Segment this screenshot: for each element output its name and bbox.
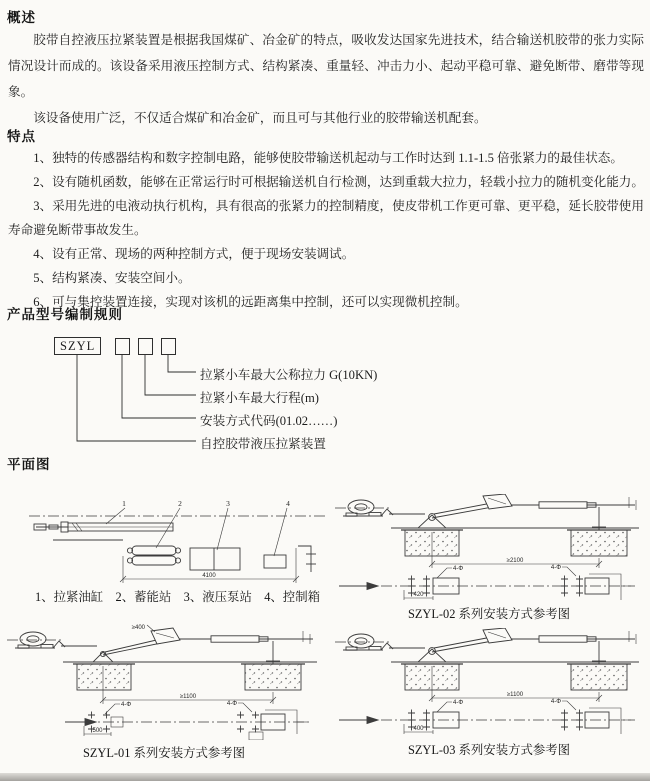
szyl-03-drawing (333, 628, 645, 738)
callout-4: 4 (286, 499, 290, 508)
szyl-02-drawing (333, 494, 645, 604)
model-code-box (138, 338, 153, 355)
model-label-rated-pull: 拉紧小车最大公称拉力 G(10KN) (200, 368, 378, 382)
overview-text (8, 27, 644, 131)
layout-dimension: 4100 (202, 573, 216, 579)
szyl03-bolt-dimension: 400 (413, 726, 424, 732)
overview-paragraph: 该设备使用广泛，不仅适合煤矿和冶金矿，而且可与其他行业的胶带输送机配套。 (33, 111, 487, 125)
callout-3: 3 (226, 499, 230, 508)
feature-item: 6、可与集控装置连接，实现对该机的远距离集中控制，还可以实现微机控制。 (33, 295, 468, 309)
plan-view (339, 701, 635, 734)
szyl03-hole-label-right: 4-Φ (550, 699, 561, 705)
layout-caption: 1、拉紧油缸 2、蓄能站 3、液压泵站 4、控制箱 (35, 590, 320, 604)
szyl03-main-dimension: ≥1100 (506, 692, 524, 698)
model-prefix-box: SZYL (54, 337, 101, 355)
overview-heading: 概述 (7, 10, 36, 26)
elevation-view (7, 625, 317, 704)
elevation-view (335, 628, 639, 702)
plan-view (339, 567, 635, 600)
szyl01-bolt-dimension: 500 (92, 728, 103, 734)
szyl02-caption: SZYL-02 系列安装方式参考图 (407, 607, 571, 621)
model-label-device-name: 自控胶带液压拉紧装置 (200, 437, 326, 451)
feature-item: 5、结构紧凑、安装空间小。 (33, 271, 191, 285)
callout-1: 1 (122, 499, 126, 508)
layout-geometry (29, 508, 328, 583)
szyl02-bolt-dimension: 420 (413, 592, 424, 598)
feature-item: 3、采用先进的电液动执行机构，具有很高的张紧力的控制精度，使皮带机工作更可靠、更平稳，延长胶带使用寿命避免断带事故发生。 (8, 199, 644, 237)
feature-item: 1、独特的传感器结构和数字控制电路，能够使胶带输送机起动与工作时达到 1.1-1.5 倍张紧力的最佳状态。 (33, 151, 623, 165)
szyl01-caption: SZYL-01 系列安装方式参考图 (82, 746, 246, 760)
szyl02-hole-label-right: 4-Φ (550, 565, 561, 571)
model-label-install-code: 安装方式代码(01.02……) (200, 414, 338, 428)
feature-item: 2、设有随机函数，能够在正常运行时可根据输送机自行检测，达到重载大拉力，轻载小拉力的随机变化能力。 (33, 175, 644, 189)
szyl01-main-dimension: ≥1100 (179, 694, 197, 700)
model-rule-heading: 产品型号编制规则 (7, 307, 123, 323)
model-code-box (161, 338, 176, 355)
feature-item: 4、设有正常、现场的两种控制方式，便于现场安装调试。 (33, 247, 355, 261)
szyl01-hole-label-left: 4-Φ (121, 702, 132, 708)
features-heading: 特点 (7, 129, 36, 145)
szyl03-caption: SZYL-03 系列安装方式参考图 (407, 743, 571, 757)
model-label-max-travel: 拉紧小车最大行程(m) (200, 391, 319, 405)
model-numbering-diagram (0, 333, 650, 455)
callout-2: 2 (178, 499, 182, 508)
szyl02-hole-label-left: 4-Φ (453, 566, 464, 572)
scan-edge (0, 773, 650, 781)
plan-view (65, 703, 311, 740)
equipment-layout-drawing (28, 498, 330, 590)
szyl02-main-dimension: ≥2100 (506, 558, 524, 564)
szyl-01-drawing (5, 622, 323, 740)
szyl01-plate-label: ≥400 (131, 625, 145, 631)
plan-heading: 平面图 (7, 457, 51, 473)
elevation-view (335, 494, 639, 568)
szyl01-hole-label-right: 4-Φ (226, 701, 237, 707)
features-list (8, 146, 644, 314)
overview-paragraph: 胶带自控液压拉紧装置是根据我国煤矿、冶金矿的特点，吸收发达国家先进技术，结合输送机胶带的张力实际情况设计而成的。该设备采用液压控制方式、结构紧凑、重量轻、冲击力小、起动平稳可靠、避免断带、磨带等现象。 (8, 33, 644, 99)
szyl03-hole-label-left: 4-Φ (453, 700, 464, 706)
model-code-box (115, 338, 130, 355)
